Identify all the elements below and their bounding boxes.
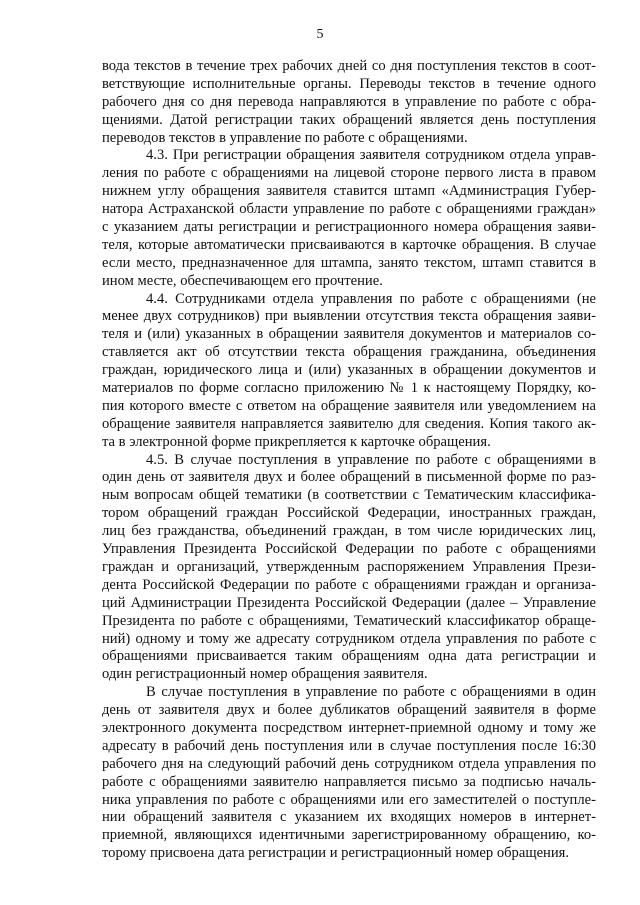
text-line: переводов текстов в управление по работе с обращениями.	[102, 129, 468, 146]
body-text	[102, 58, 596, 863]
text-line: работе с обращениями заявителю направляется письмо за подписью началь-	[102, 773, 596, 790]
text-line: если место, предназначенное для штампа, занято текстом, штамп ставится в	[102, 254, 596, 271]
text-line: один день от заявителя двух и более обращений в письменной форме по раз-	[102, 469, 596, 486]
text-line: материалов по форме согласно приложению № 1 к настоящему Порядку, ко-	[102, 380, 596, 397]
text-line: обращениями присваивается таким обращениям одна дата регистрации и	[102, 648, 596, 665]
text-line: дента Российской Федерации по работе с обращениями граждан и организа-	[102, 576, 596, 593]
text-line: граждан, юридического лица и (или) указанных в обращении документов и	[102, 362, 596, 379]
text-line: Президента по работе с обращениями, Тематический классификатор обраще-	[102, 612, 596, 629]
paragraph-first-line: 4.4. Сотрудниками отдела управления по работе с обращениями (не	[146, 290, 596, 307]
text-line: нижнем углу обращения заявителя ставится штамп «Администрация Губер-	[102, 183, 596, 200]
page-number: 5	[316, 27, 324, 42]
text-line: один регистрационный номер обращения заявителя.	[102, 666, 428, 683]
text-line: с указанием даты регистрации и регистрационного номера обращения заяви-	[102, 219, 596, 236]
text-line: теля и (или) указанных в обращении заявителя документов и материалов со-	[102, 326, 596, 343]
text-line: граждан и организаций, утвержденным распоряжением Управления Прези-	[102, 558, 596, 575]
text-line: ветствующие исполнительные органы. Переводы текстов в течение одного	[102, 75, 596, 92]
text-line: ином месте, обеспечивающем его прочтение.	[102, 272, 383, 289]
text-line: пия которого вместе с ответом на обращение заявителя или уведомлением на	[102, 397, 596, 414]
text-line: щениями. Датой регистрации таких обращений является день поступления	[102, 111, 596, 128]
text-line: обращение заявителя направляется заявителю для сведения. Копия такого ак-	[102, 415, 596, 432]
text-line: приемной, являющихся идентичными зарегистрированному обращению, ко-	[102, 827, 596, 844]
text-line: рабочего дня на следующий рабочий день сотрудником отдела управления по	[102, 755, 596, 772]
text-line: тором обращений граждан Российской Федерации, иностранных граждан,	[102, 505, 596, 522]
text-line: та в электронной форме прикрепляется к карточке обращения.	[102, 433, 491, 450]
text-line: адресату в рабочий день поступления или в случае поступления после 16:30	[102, 737, 596, 754]
text-line: торому присвоена дата регистрации и регистрационный номер обращения.	[102, 845, 570, 862]
text-line: нии обращений заявителя с указанием их входящих номеров в интернет-	[102, 809, 596, 826]
paragraph-first-line: В случае поступления в управление по работе с обращениями в один	[146, 684, 596, 701]
text-line: вода текстов в течение трех рабочих дней со дня поступления текстов в соот-	[102, 58, 596, 74]
text-line: натора Астраханской области управление по работе с обращениями граждан»	[102, 201, 596, 218]
text-line: ным вопросам общей тематики (в соответствии с Тематическим классифика-	[102, 487, 596, 504]
text-line: электронного документа посредством интернет-приемной одному и тому же	[102, 719, 596, 736]
text-line: теля, которые автоматически присваиваются в карточке обращения. В случае	[102, 236, 596, 253]
paragraph-first-line: 4.3. При регистрации обращения заявителя сотрудником отдела управ-	[146, 147, 596, 164]
text-line: ний) одному и тому же адресату сотрудником отдела управления по работе с	[102, 630, 596, 647]
text-line: день от заявителя двух и более дубликатов обращений заявителя в форме	[102, 702, 596, 719]
text-line: рабочего дня со дня перевода направляются в управление по работе с обра-	[102, 93, 596, 110]
text-line: Управления Президента Российской Федерации по работе с обращениями	[102, 541, 596, 558]
text-line: менее двух сотрудников) при выявлении отсутствия текста обращения заяви-	[102, 308, 596, 325]
text-line: лиц без гражданства, объединений граждан, в том числе юридических лиц,	[102, 523, 596, 540]
text-line: ций Администрации Президента Российской Федерации (далее – Управление	[102, 594, 596, 611]
text-line: ления по работе с обращениями на лицевой стороне первого листа в правом	[102, 165, 596, 182]
text-line: ставляется акт об отсутствии текста обращения гражданина, объединения	[102, 344, 596, 361]
paragraph-first-line: 4.5. В случае поступления в управление по работе с обращениями в	[146, 451, 596, 468]
text-line: ника управления по работе с обращениями или его заместителей о поступле-	[102, 791, 596, 808]
